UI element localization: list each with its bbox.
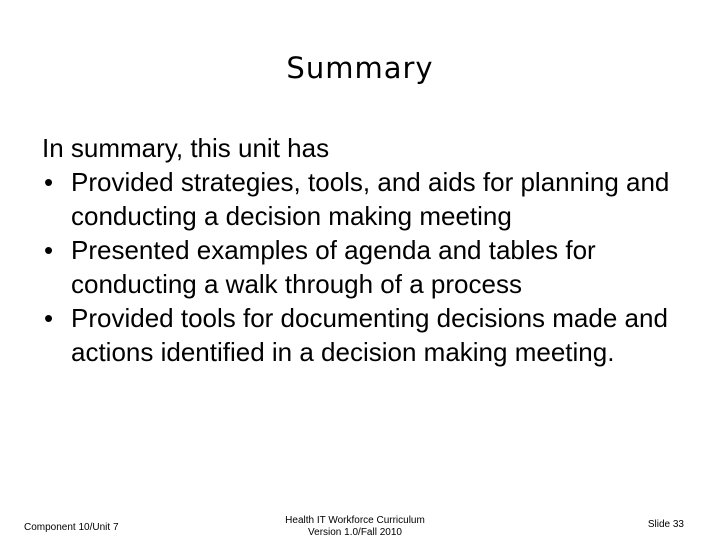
footer-version: Version 1.0/Fall 2010 <box>308 527 402 538</box>
bullet-text: Provided tools for documenting decisions made and actions identified in a decision making meeting. <box>71 303 668 367</box>
bullet-list <box>42 165 702 369</box>
slide-title-text: Summary <box>286 51 434 85</box>
footer-component-label: Component 10/Unit 7 <box>24 522 119 533</box>
intro-text: In summary, this unit has <box>42 133 330 163</box>
bullet-item <box>42 301 702 369</box>
bullet-item <box>42 165 702 233</box>
bullet-text: Provided strategies, tools, and aids for planning and conducting a decision making meeting <box>71 167 670 231</box>
bullet-item <box>42 233 702 301</box>
slide-number: Slide 33 <box>647 519 684 530</box>
slide-title <box>0 48 720 88</box>
bullet-text: Presented examples of agenda and tables for conducting a walk through of a process <box>71 235 596 299</box>
footer-curriculum-name: Health IT Workforce Curriculum <box>285 515 425 526</box>
bullet-symbol: • <box>44 235 54 265</box>
footer-curriculum <box>250 515 460 539</box>
slide-body <box>42 131 702 369</box>
bullet-symbol: • <box>44 303 54 333</box>
bullet-symbol: • <box>44 167 54 197</box>
